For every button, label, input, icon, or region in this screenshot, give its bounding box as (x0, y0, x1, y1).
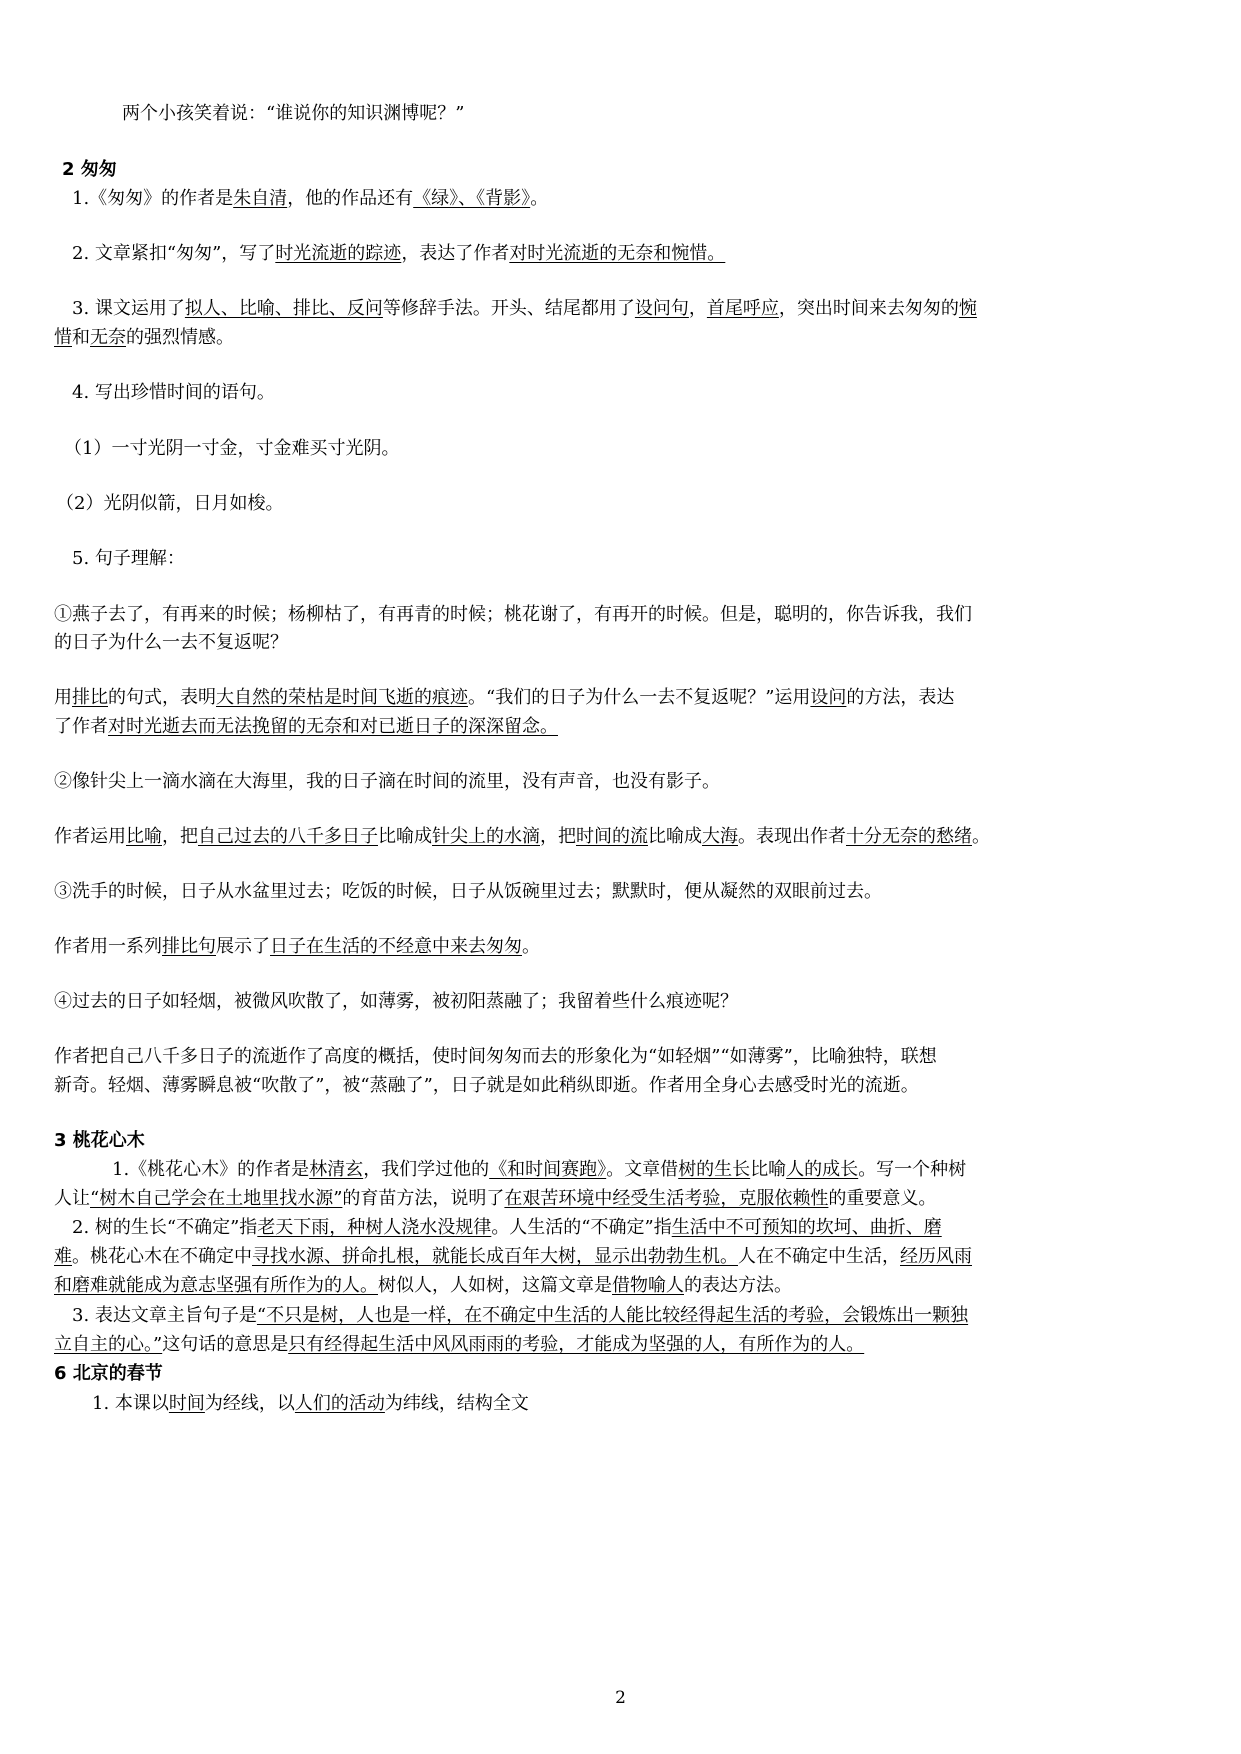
s3-q3-line1: 3. 表达文章主旨句子是“不只是树，人也是一样，在不确定中生活的人能比较经得起生活的考验，会锻炼出一颗独 (72, 1305, 969, 1326)
s2-q3-line1: 3. 课文运用了拟人、比喻、排比、反问等修辞手法。开头、结尾都用了设问句，首尾呼应，突出时间来去匆匆的惋 (72, 298, 977, 319)
section-title-taohuaxinmu: 3 桃花心木 (54, 1130, 145, 1151)
s2-sentence3: ③洗手的时候，日子从水盆里过去；吃饭的时候，日子从饭碗里过去；默默时，便从凝然的双眼前过去。 (54, 881, 882, 902)
s2-q2: 2. 文章紧扣“匆匆”，写了时光流逝的踪迹，表达了作者对时光流逝的无奈和惋惜。 (72, 243, 726, 264)
s2-q1: 1.《匆匆》的作者是朱自清，他的作品还有《绿》、《背影》。 (72, 188, 549, 209)
s3-q2-line1: 2. 树的生长“不确定”指老天下雨，种树人浇水没规律。人生活的“不确定”指生活中不可预知的坎坷、曲折、磨 (72, 1217, 942, 1238)
s2-answer1-line1: 用排比的句式，表明大自然的荣枯是时间飞逝的痕迹。“我们的日子为什么一去不复返呢？”运用设问的方法，表达 (54, 687, 955, 708)
s3-q1-line2: 人让“树木自己学会在土地里找水源”的育苗方法，说明了在艰苦环境中经受生活考验，克服依赖性的重要意义。 (54, 1188, 937, 1209)
s2-answer3: 作者用一系列排比句展示了日子在生活的不经意中来去匆匆。 (54, 936, 540, 957)
s2-q4-answer1: （1）一寸光阴一寸金，寸金难买寸光阴。 (64, 438, 400, 459)
s2-q3-line2: 惜和无奈的强烈情感。 (54, 327, 234, 348)
section-title-congcong: 2 匆匆 (62, 159, 117, 180)
s3-q3-line2: 立自主的心。”这句话的意思是只有经得起生活中风风雨雨的考验，才能成为坚强的人，有所作为的人。 (54, 1334, 865, 1355)
s2-sentence1-line1: ①燕子去了，有再来的时候；杨柳枯了，有再青的时候；桃花谢了，有再开的时候。但是，聪明的，你告诉我，我们 (54, 604, 972, 625)
s3-q1-line1: 1.《桃花心木》的作者是林清玄，我们学过他的《和时间赛跑》。文章借树的生长比喻人的成长。写一个种树 (112, 1159, 967, 1180)
s2-q4: 4. 写出珍惜时间的语句。 (72, 382, 275, 403)
s2-answer4-line1: 作者把自己八千多日子的流逝作了高度的概括，使时间匆匆而去的形象化为“如轻烟”“如薄雾”，比喻独特，联想 (54, 1046, 937, 1067)
s2-sentence1-line2: 的日子为什么一去不复返呢？ (54, 632, 288, 653)
s2-q4-answer2: （2）光阴似箭，日月如梭。 (56, 493, 284, 514)
intro-quote: 两个小孩笑着说：“谁说你的知识渊博呢？” (122, 103, 465, 124)
s2-answer2: 作者运用比喻，把自己过去的八千多日子比喻成针尖上的水滴，把时间的流比喻成大海。表现出作者十分无奈的愁绪。 (54, 826, 990, 847)
s2-answer4-line2: 新奇。轻烟、薄雾瞬息被“吹散了”，被“蒸融了”，日子就是如此稍纵即逝。作者用全身心去感受时光的流逝。 (54, 1075, 919, 1096)
page-number: 2 (615, 1688, 626, 1708)
s6-q1: 1. 本课以时间为经线，以人们的活动为纬线，结构全文 (92, 1393, 529, 1414)
section-title-beijing-spring-festival: 6 北京的春节 (54, 1363, 163, 1384)
s3-q2-line2: 难。桃花心木在不确定中寻找水源、拼命扎根，就能长成百年大树，显示出勃勃生机。人在不确定中生活，经历风雨 (54, 1246, 972, 1267)
s2-sentence4: ④过去的日子如轻烟，被微风吹散了，如薄雾，被初阳蒸融了；我留着些什么痕迹呢？ (54, 991, 738, 1012)
s2-answer1-line2: 了作者对时光逝去而无法挽留的无奈和对已逝日子的深深留念。 (54, 716, 558, 737)
s2-q5: 5. 句子理解： (72, 548, 185, 569)
s2-sentence2: ②像针尖上一滴水滴在大海里，我的日子滴在时间的流里，没有声音，也没有影子。 (54, 771, 720, 792)
s3-q2-line3: 和磨难就能成为意志坚强有所作为的人。树似人，人如树，这篇文章是借物喻人的表达方法。 (54, 1275, 792, 1296)
